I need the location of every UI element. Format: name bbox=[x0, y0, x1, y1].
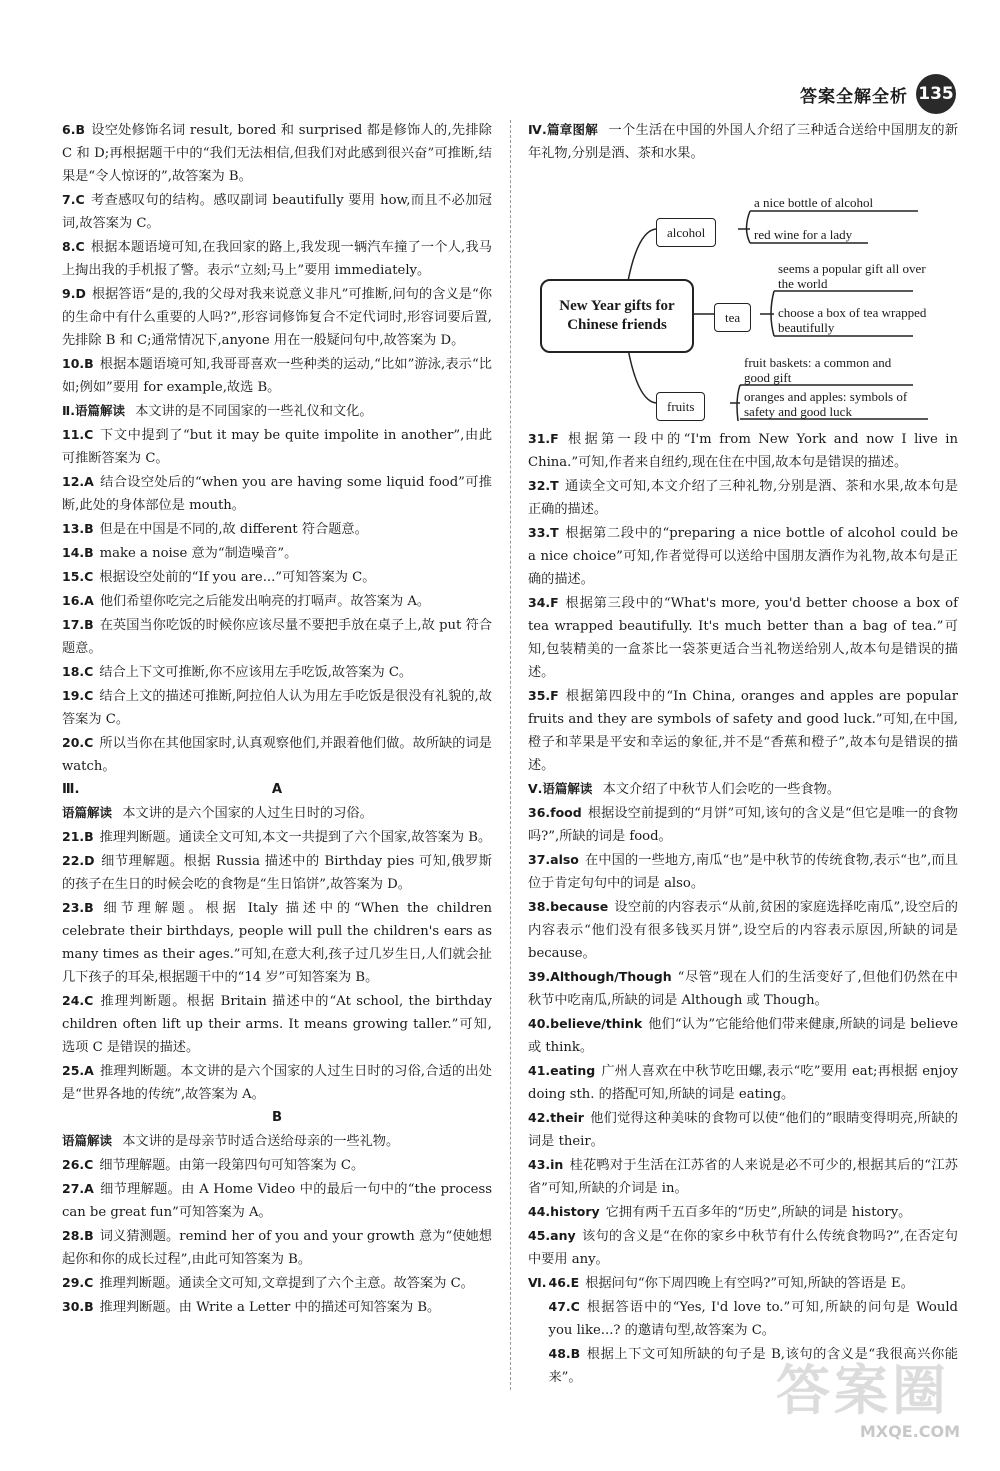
answer-explanation: 词义猜测题。remind her of you and your growth 意为“使她想起你和你的成长过程”,由此可知答案为 B。 bbox=[62, 1229, 492, 1267]
answer-explanation: 推理判断题。由 Write a Letter 中的描述可知答案为 B。 bbox=[99, 1300, 441, 1315]
answer-item bbox=[528, 474, 958, 521]
answer-item bbox=[62, 589, 492, 613]
leaf-alcohol-2: red wine for a lady bbox=[754, 227, 853, 242]
answer-number: 15.C bbox=[62, 569, 94, 584]
left-column bbox=[62, 118, 492, 1319]
answer-number: 29.C bbox=[62, 1275, 94, 1290]
answer-explanation: 下文中提到了“but it may be quite impolite in another”,由此可推断答案为 C。 bbox=[62, 428, 492, 466]
answer-number: 13.B bbox=[62, 521, 94, 536]
answer-item bbox=[62, 660, 492, 684]
answer-item bbox=[549, 1271, 959, 1295]
answer-number: 31.F bbox=[528, 431, 559, 446]
answer-item bbox=[528, 965, 958, 1012]
answer-number: 19.C bbox=[62, 688, 94, 703]
answer-explanation: 通读全文可知,本文介绍了三种礼物,分别是酒、茶和水果,故本句是正确的描述。 bbox=[528, 479, 958, 517]
answer-explanation: 它拥有两千五百多年的“历史”,所缺的词是 history。 bbox=[605, 1205, 912, 1220]
answer-number: 40.believe/think bbox=[528, 1016, 643, 1031]
answer-item bbox=[62, 731, 492, 778]
branch-alcohol: alcohol bbox=[656, 218, 716, 247]
section-3a-intro: 语篇解读 本文讲的是六个国家的人过生日时的习俗。 bbox=[62, 805, 373, 821]
answer-number: 25.A bbox=[62, 1063, 94, 1078]
answer-explanation: 根据答语“是的,我的父母对我来说意义非凡”可推断,问句的含义是“你的生命中有什么重要的人吗?”,形容词修饰复合不定代词时,形容词要后置,先排除 B 和 C;通常情况下,anyone 用在一般疑问句中,故答案为 D。 bbox=[62, 287, 492, 348]
answer-explanation: 根据第四段中的“In China, oranges and apples are popular fruits and they are symbols of safety and good luck.”可知,在中国,橙子和苹果是平安和幸运的象征,并不是“香蕉和橙子”,故本句是错误的描述。 bbox=[528, 689, 958, 773]
section-3b-intro: 语篇解读 本文讲的是母亲节时适合送给母亲的一些礼物。 bbox=[62, 1133, 400, 1149]
answer-explanation: 推理判断题。通读全文可知,文章提到了六个主意。故答案为 C。 bbox=[99, 1276, 474, 1291]
answer-explanation: 根据设空处前的“If you are...”可知答案为 C。 bbox=[99, 570, 376, 585]
header-title: 答案全解全析 bbox=[800, 86, 908, 107]
branch-tea: tea bbox=[714, 303, 751, 332]
answer-explanation: 该句的含义是“在你的家乡中秋节有什么传统食物吗?”,在否定句中要用 any。 bbox=[528, 1229, 958, 1267]
answer-number: 22.D bbox=[62, 853, 95, 868]
answer-explanation: 设空处修饰名词 result, bored 和 surprised 都是修饰人的,先排除 C 和 D;再根据题干中的“我们无法相信,但我们对此感到很兴奋”可推断,结果是“令人惊讶的”,故答案为 B。 bbox=[62, 123, 492, 184]
answer-explanation: 推理判断题。本文讲的是六个国家的人过生日时的习俗,合适的出处是“世界各地的传统”,故答案为 A。 bbox=[62, 1064, 492, 1102]
answer-number: 43.in bbox=[528, 1157, 564, 1172]
answer-number: 16.A bbox=[62, 593, 94, 608]
answer-number: 39.Although/Though bbox=[528, 969, 672, 984]
answer-explanation: 他们“认为”它能给他们带来健康,所缺的词是 believe 或 think。 bbox=[528, 1017, 958, 1055]
answer-number: 37.also bbox=[528, 852, 579, 867]
answer-explanation: 根据问句“你下周四晚上有空吗?”可知,所缺的答语是 E。 bbox=[585, 1276, 914, 1291]
answer-explanation: 根据答语中的“Yes, I'd love to.”可知,所缺的问句是 Would you like...? 的邀请句型,故答案为 C。 bbox=[548, 1300, 958, 1338]
answer-item bbox=[62, 1295, 492, 1319]
answer-number: 27.A bbox=[62, 1181, 94, 1196]
answer-number: 36.food bbox=[528, 805, 582, 820]
answer-number: 17.B bbox=[62, 617, 94, 632]
answer-explanation: 但是在中国是不同的,故 different 符合题意。 bbox=[99, 522, 368, 537]
answer-number: 42.their bbox=[528, 1110, 584, 1125]
answer-item bbox=[528, 1224, 958, 1271]
answer-explanation: 在英国当你吃饭的时候你应该尽量不要把手放在桌子上,故 put 符合题意。 bbox=[62, 618, 492, 656]
answer-number: 47.C bbox=[548, 1299, 580, 1314]
answer-number: 20.C bbox=[62, 735, 94, 750]
leaf-tea-1: seems a popular gift all over the world bbox=[778, 261, 926, 291]
leaf-fruits-1: fruit baskets: a common and good gift bbox=[744, 355, 892, 385]
column-divider bbox=[510, 120, 511, 1390]
section-4-intro: Ⅳ.篇章图解 一个生活在中国的外国人介绍了三种适合送给中国朋友的新年礼物,分别是酒、茶和水果。 bbox=[528, 122, 959, 161]
answer-number: 26.C bbox=[62, 1157, 94, 1172]
answer-item bbox=[528, 1059, 958, 1106]
answer-number: 46.E bbox=[548, 1275, 580, 1290]
answer-item bbox=[528, 1200, 958, 1224]
branch-line-fruits bbox=[628, 349, 656, 403]
answer-item bbox=[62, 684, 492, 731]
answer-explanation: 根据上下文可知所缺的句子是 B,该句的含义是“我很高兴你能来”。 bbox=[548, 1347, 958, 1385]
answer-number: 9.D bbox=[62, 286, 86, 301]
section-3-letter-a: Ⅲ. A bbox=[62, 782, 283, 797]
answer-item bbox=[528, 521, 958, 591]
leaf-fruits-2: oranges and apples: symbols of safety and good luck bbox=[744, 389, 908, 419]
answer-explanation: 他们希望你吃完之后能发出响亮的打嗝声。故答案为 A。 bbox=[99, 594, 431, 609]
answer-number: 44.history bbox=[528, 1204, 600, 1219]
answer-explanation: 细节理解题。根据 Italy 描述中的“When the children celebrate their birthdays, people will pull the children's ears as many times as their ages.”可知,在意大利,孩子过几岁生日,人们就会扯几下孩子的耳朵,根据题干中的“14 岁”可知答案为 B。 bbox=[62, 901, 492, 985]
answer-explanation: 根据第三段中的“What's more, you'd better choose a box of tea wrapped beautifully. It's much better than a bag of tea.”可知,包装精美的一盒茶比一袋茶更适合当礼物送给别人,故本句是错误的描述。 bbox=[528, 596, 958, 680]
answer-item bbox=[62, 118, 492, 188]
answer-number: 45.any bbox=[528, 1228, 576, 1243]
answer-number: 38.because bbox=[528, 899, 609, 914]
answer-item bbox=[528, 591, 958, 684]
answer-item bbox=[62, 989, 492, 1059]
right-column bbox=[528, 118, 958, 1389]
answer-item bbox=[528, 684, 958, 777]
answer-explanation: 根据第一段中的“I'm from New York and now I live in China.”可知,作者来自纽约,现在住在中国,故本句是错误的描述。 bbox=[528, 432, 958, 470]
answer-explanation: 桂花鸭对于生活在江苏省的人来说是必不可少的,根据其后的“江苏省”可知,所缺的介词是 in。 bbox=[528, 1158, 958, 1196]
answer-number: 10.B bbox=[62, 356, 94, 371]
answer-explanation: 结合上文的描述可推断,阿拉伯人认为用左手吃饭是很没有礼貌的,故答案为 C。 bbox=[62, 689, 492, 727]
answer-item bbox=[528, 848, 958, 895]
answer-explanation: 设空前的内容表示“从前,贫困的家庭选择吃南瓜”,设空后的内容表示“他们没有很多钱买月饼”,设空后的内容表示原因,所缺的词是 because。 bbox=[528, 900, 958, 961]
answer-item bbox=[62, 849, 492, 896]
section-3-letter-b: B bbox=[271, 1110, 283, 1125]
answer-number: 41.eating bbox=[528, 1063, 596, 1078]
answer-explanation: 广州人喜欢在中秋节吃田螺,表示“吃”要用 eat;再根据 enjoy doing sth. 的搭配可知,所缺的词是 eating。 bbox=[528, 1064, 958, 1102]
answer-item bbox=[62, 235, 492, 282]
answer-item bbox=[62, 423, 492, 470]
answer-explanation: 根据设空前提到的“月饼”可知,该句的含义是“但它是唯一的食物吗?”,所缺的词是 food。 bbox=[528, 806, 958, 844]
answer-number: 35.F bbox=[528, 688, 559, 703]
section-6: Ⅵ. 46.E 根据问句“你下周四晚上有空吗?”可知,所缺的答语是 E。 47.C 根据答语中的“Yes, I'd love to.”可知,所缺的问句是 Would you like...? 的邀请句型,故答案为 C。 48.B 根据上下文可知所缺的句子是 B,该句的含义是“我很高兴你能来”。 bbox=[528, 1271, 958, 1389]
watermark-logo: 答案圈 bbox=[776, 1359, 950, 1422]
answer-item bbox=[62, 352, 492, 399]
answer-item bbox=[528, 427, 958, 474]
answer-explanation: 考查感叹句的结构。感叹副词 beautifully 要用 how,而且不必加冠词,故答案为 C。 bbox=[62, 193, 492, 231]
answer-number: 6.B bbox=[62, 122, 85, 137]
answer-explanation: 结合设空处后的“when you are having some liquid food”可推断,此处的身体部位是 mouth。 bbox=[62, 475, 492, 513]
answer-number: 28.B bbox=[62, 1228, 94, 1243]
section-5-intro: Ⅴ.语篇解读 本文介绍了中秋节人们会吃的一些食物。 bbox=[528, 781, 841, 797]
answer-explanation: make a noise 意为“制造噪音”。 bbox=[99, 546, 298, 561]
answer-item bbox=[528, 1106, 958, 1153]
answer-number: 14.B bbox=[62, 545, 94, 560]
answer-number: 21.B bbox=[62, 829, 94, 844]
answer-explanation: 根据本题语境可知,在我回家的路上,我发现一辆汽车撞了一个人,我马上掏出我的手机报了警。表示“立刻;马上”要用 immediately。 bbox=[62, 240, 492, 278]
answer-explanation: “尽管”现在人们的生活变好了,但他们仍然在中秋节中吃南瓜,所缺的词是 Although 或 Though。 bbox=[528, 970, 958, 1008]
answer-explanation: 推理判断题。根据 Britain 描述中的“At school, the birthday children often lift up their arms. It means growing taller.”可知,选项 C 是错误的描述。 bbox=[62, 994, 492, 1055]
answer-number: 7.C bbox=[62, 192, 85, 207]
answer-item bbox=[62, 282, 492, 352]
answer-number: 32.T bbox=[528, 478, 559, 493]
answer-number: 18.C bbox=[62, 664, 94, 679]
answer-item bbox=[528, 1012, 958, 1059]
answer-item bbox=[62, 1153, 492, 1177]
answer-number: 24.C bbox=[62, 993, 94, 1008]
answer-number: 12.A bbox=[62, 474, 94, 489]
answer-number: 48.B bbox=[548, 1346, 581, 1361]
answer-explanation: 推理判断题。通读全文可知,本文一共提到了六个国家,故答案为 B。 bbox=[99, 830, 492, 845]
answer-explanation: 根据第二段中的“preparing a nice bottle of alcohol could be a nice choice”可知,作者觉得可以送给中国朋友酒作为礼物,故本句是正确的描述。 bbox=[528, 526, 958, 587]
page-header bbox=[800, 74, 956, 114]
answer-number: 11.C bbox=[62, 427, 94, 442]
answer-item bbox=[62, 517, 492, 541]
answer-item bbox=[62, 896, 492, 989]
answer-item bbox=[62, 613, 492, 660]
section-2-intro: Ⅱ.语篇解读 本文讲的是不同国家的一些礼仪和文化。 bbox=[62, 403, 373, 419]
answer-item bbox=[62, 1224, 492, 1271]
answer-explanation: 根据本题语境可知,我哥哥喜欢一些种类的运动,“比如”游泳,表示“比如;例如”要用 for example,故选 B。 bbox=[62, 357, 492, 395]
answer-item bbox=[528, 801, 958, 848]
answer-item bbox=[62, 1177, 492, 1224]
mind-map bbox=[528, 171, 958, 421]
answer-number: 30.B bbox=[62, 1299, 94, 1314]
answer-explanation: 细节理解题。由第一段第四句可知答案为 C。 bbox=[99, 1158, 365, 1173]
answer-explanation: 所以当你在其他国家时,认真观察他们,并跟着他们做。故所缺的词是 watch。 bbox=[62, 736, 492, 774]
answer-item bbox=[62, 470, 492, 517]
answer-explanation: 他们觉得这种美味的食物可以使“他们的”眼睛变得明亮,所缺的词是 their。 bbox=[528, 1111, 958, 1149]
watermark-site: MXQE.COM bbox=[859, 1422, 960, 1441]
answer-number: 33.T bbox=[528, 525, 559, 540]
answer-number: 34.F bbox=[528, 595, 559, 610]
answer-item bbox=[528, 1153, 958, 1200]
answer-explanation: 在中国的一些地方,南瓜“也”是中秋节的传统食物,表示“也”,而且位于肯定句句中的词是 also。 bbox=[528, 853, 958, 891]
branch-line-alcohol bbox=[628, 229, 656, 281]
leaf-tea-2: choose a box of tea wrapped beautifully bbox=[778, 305, 927, 335]
answer-explanation: 细节理解题。由 A Home Video 中的最后一句中的“the process can be great fun”可知答案为 A。 bbox=[62, 1182, 492, 1220]
answer-item bbox=[62, 1271, 492, 1295]
mind-map-center: New Year gifts for Chinese friends bbox=[540, 279, 694, 353]
leaf-alcohol-1: a nice bottle of alcohol bbox=[754, 195, 874, 210]
answer-item bbox=[62, 541, 492, 565]
answer-item bbox=[528, 895, 958, 965]
answer-number: 23.B bbox=[62, 900, 94, 915]
answer-item bbox=[549, 1295, 959, 1342]
answer-explanation: 细节理解题。根据 Russia 描述中的 Birthday pies 可知,俄罗斯的孩子在生日的时候会吃的食物是“生日馅饼”,故答案为 D。 bbox=[62, 854, 492, 892]
page-number: 135 bbox=[916, 74, 956, 114]
answer-item bbox=[62, 825, 492, 849]
answer-item bbox=[62, 188, 492, 235]
answer-item bbox=[62, 1059, 492, 1106]
answer-explanation: 结合上下文可推断,你不应该用左手吃饭,故答案为 C。 bbox=[99, 665, 413, 680]
answer-item bbox=[62, 565, 492, 589]
answer-number: 8.C bbox=[62, 239, 85, 254]
branch-fruits: fruits bbox=[656, 392, 705, 421]
